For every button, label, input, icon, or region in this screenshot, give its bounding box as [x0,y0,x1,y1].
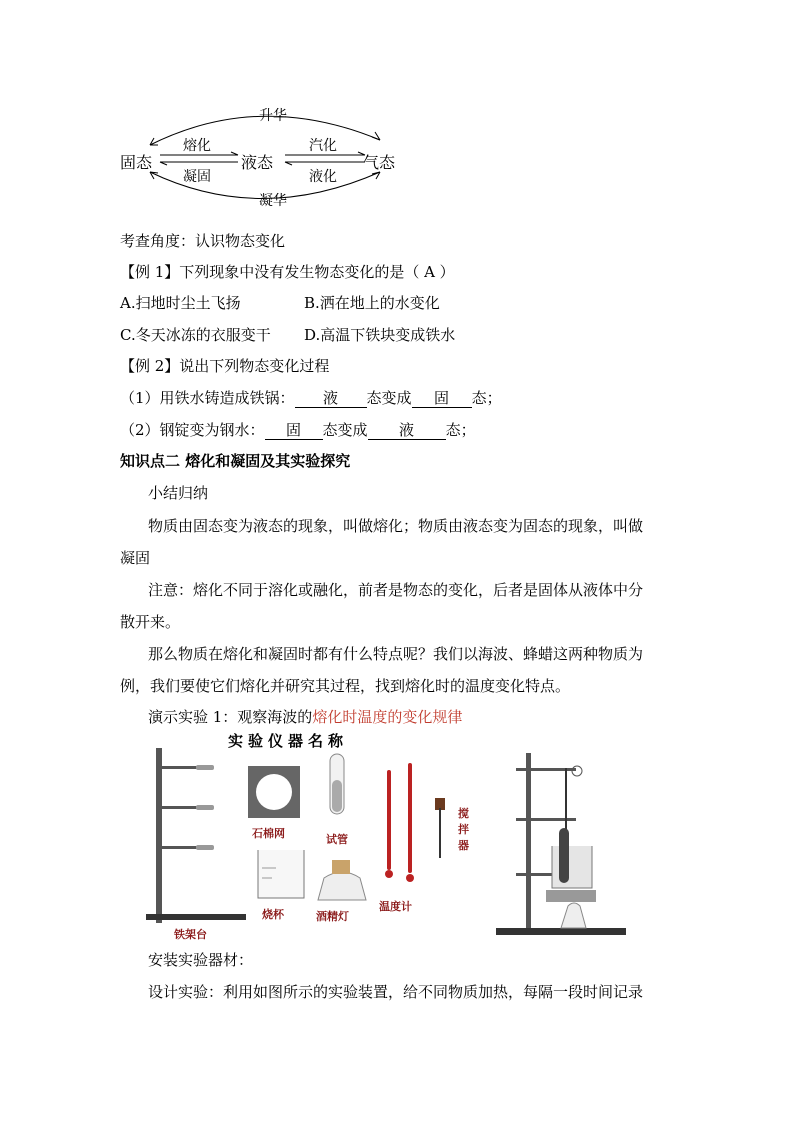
caption-alcohol-lamp: 酒精灯 [316,910,349,923]
caption-thermometer: 温度计 [379,900,412,913]
label-sublimation: 升华 [259,108,287,124]
summary-heading: 小结归纳 [148,484,209,502]
question-1 [120,388,502,408]
q2-mid: 态变成 [322,421,368,439]
exam-angle: 考查角度：认识物态变化 [120,232,286,250]
label-melting: 熔化 [183,138,211,154]
stirrer-drawing [435,798,445,858]
option-d: D.高温下铁块变成铁水 [304,326,456,344]
option-c: C.冬天冰冻的衣服变干 [120,326,271,344]
q2-prefix: （2）钢锭变为钢水： [120,421,265,439]
caption-beaker: 烧杯 [262,908,284,921]
definition-line-1: 物质由固态变为液态的现象，叫做熔化；物质由液态变为固态的现象，叫做 [148,517,644,535]
q2-end: 态； [445,421,476,439]
q2-answer-2: 液 [368,420,446,440]
note-line-2: 散开来。 [120,613,181,631]
caption-test-tube: 试管 [326,833,348,846]
iron-stand-drawing [146,748,246,923]
label-liquefaction: 液化 [309,169,337,185]
label-liquid: 液态 [241,153,274,172]
question-2 [120,420,476,440]
note-line-1: 注意：熔化不同于溶化或融化，前者是物态的变化，后者是固体从液体中分 [148,581,644,599]
label-solidification: 凝固 [183,169,211,185]
assembled-apparatus-drawing [496,753,626,935]
caption-iron-stand: 铁架台 [174,928,207,941]
q1-answer-2: 固 [412,388,472,408]
question-line-2: 例，我们要使它们熔化并研究其过程，找到熔化时的温度变化特点。 [120,677,571,695]
demo-prefix: 演示实验 1：观察海波的 [148,708,313,726]
install-equipment: 安装实验器材： [148,951,254,969]
example-2-question: 【例 2】说出下列物态变化过程 [120,357,330,375]
section-heading: 知识点二 熔化和凝固及其实验探究 [120,452,351,470]
q2-answer-1: 固 [265,420,323,440]
label-vaporization: 汽化 [309,138,337,154]
demo-experiment [148,707,462,727]
design-experiment: 设计实验：利用如图所示的实验装置，给不同物质加热，每隔一段时间记录 [148,983,644,1001]
gauze-drawing [248,766,300,818]
q1-mid: 态变成 [366,389,412,407]
thermometer-drawing [385,763,414,882]
state-change-diagram [110,100,410,215]
option-a: A.扫地时尘土飞扬 [120,294,241,312]
label-deposition: 凝华 [259,193,287,209]
beaker-drawing [258,850,304,898]
question-line-1: 那么物质在熔化和凝固时都有什么特点呢？我们以海波、蜂蜡这两种物质为 [148,645,644,663]
q1-end: 态； [471,389,502,407]
test-tube-drawing [330,754,344,814]
label-solid: 固态 [120,153,153,172]
label-gas: 气态 [363,153,396,172]
caption-stirrer: 搅拌器 [458,807,469,852]
caption-gauze: 石棉网 [252,827,285,840]
apparatus-figure [146,728,646,943]
example-1-question: 【例 1】下列现象中没有发生物态变化的是（ A ） [120,263,455,281]
figure-title: 实验仪器名称 [228,732,349,750]
option-b: B.洒在地上的水变化 [304,294,440,312]
alcohol-lamp-drawing [318,860,366,900]
demo-highlight: 熔化时温度的变化规律 [312,708,463,726]
q1-prefix: （1）用铁水铸造成铁锅： [120,389,295,407]
definition-line-2: 凝固 [120,549,151,567]
q1-answer-1: 液 [295,388,367,408]
